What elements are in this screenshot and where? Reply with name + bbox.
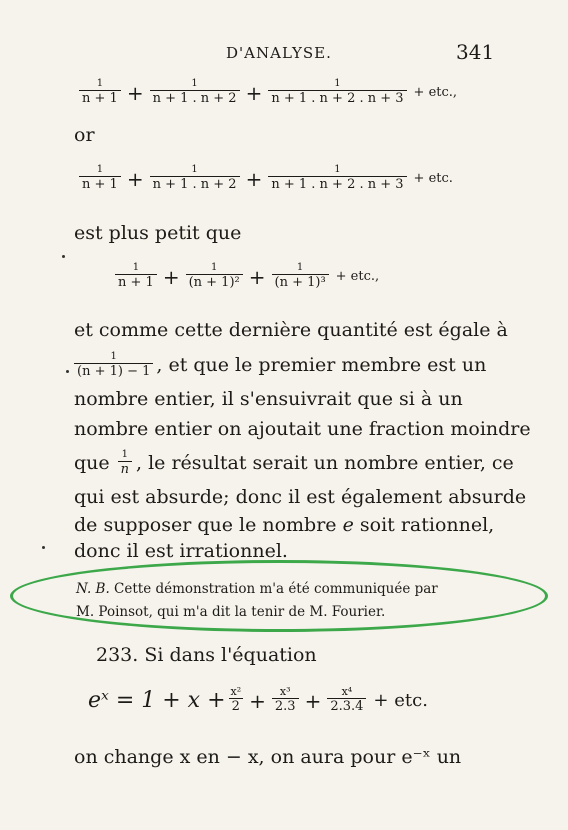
fraction: $\frac{1}{n + 1 . n + 2}$	[150, 78, 240, 107]
para-line-6: qui est absurde; donc il est également absurde	[74, 486, 527, 508]
series-line-3: $\frac{1}{n + 1}$ + $\frac{1}{\text{(n + 1)²}}$ + $\frac{1}{\text{(n + 1)³}}$ + etc.,	[112, 262, 552, 291]
print-speck	[62, 255, 65, 258]
page-header	[0, 40, 568, 68]
footnote-line-1: N. B. Cette démonstration m'a été communiquée par	[76, 581, 438, 597]
para-line-5: que $\frac{1}{n}$ , le résultat serait un nombre entier, ce	[74, 448, 514, 477]
series-line-2: $\frac{1}{n + 1}$ + $\frac{1}{n + 1 . n + 2}$ + $\frac{1}{n + 1 . n + 2 . n + 3}$ + etc.	[76, 164, 516, 193]
fraction: $\frac{1}{n}$	[118, 449, 132, 478]
etc-label: + etc.	[413, 171, 453, 186]
print-speck	[66, 370, 69, 373]
para-line-2: $\frac{1}{(n + 1) - 1}$ , et que le premier membre est un	[74, 350, 504, 380]
text-plus-petit: est plus petit que	[74, 222, 242, 244]
fraction: $\frac{\text{x²}}{2}$	[230, 685, 242, 714]
fraction: $\frac{1}{\text{(n + 1)²}}$	[186, 262, 243, 291]
para-line-8: donc il est irrationnel.	[74, 540, 288, 562]
running-title: D'ANALYSE.	[226, 44, 332, 62]
footnote-line-2: M. Poinsot, qui m'a dit la tenir de M. Fourier.	[76, 604, 386, 620]
fraction: $\frac{1}{n + 1}$	[79, 164, 121, 193]
word-or: or	[74, 124, 95, 146]
para-line-1: et comme cette dernière quantité est égale à	[74, 319, 508, 341]
page-number: 341	[456, 40, 495, 64]
print-speck	[42, 546, 45, 549]
para-line-7: de supposer que le nombre e soit rationnel,	[74, 514, 495, 536]
last-line: on change x en − x, on aura pour e⁻ˣ un	[74, 746, 462, 768]
fraction: $\frac{1}{n + 1}$	[115, 262, 157, 291]
para-line-3: nombre entier, il s'ensuivrait que si à un	[74, 388, 463, 410]
fraction: $\frac{1}{n + 1 . n + 2 . n + 3}$	[268, 164, 406, 193]
etc-label: + etc.,	[413, 85, 458, 100]
fraction: $\frac{1}{n + 1 . n + 2 . n + 3}$	[268, 78, 406, 107]
section-heading: 233. Si dans l'équation	[96, 644, 317, 666]
etc-label: + etc.,	[335, 269, 380, 284]
para-line-4: nombre entier on ajoutait une fraction moindre	[74, 418, 531, 440]
fraction: $\frac{1}{(n + 1) - 1}$	[74, 351, 153, 380]
fraction: $\frac{\text{x³}}{2.3}$	[272, 686, 299, 715]
series-line-1: $\frac{1}{n + 1}$ + $\frac{1}{n + 1 . n + 2}$ + $\frac{1}{n + 1 . n + 2 . n + 3}$ + etc.,	[76, 78, 516, 107]
fraction: $\frac{\text{x⁴}}{2.3.4}$	[327, 686, 366, 715]
footnote	[76, 578, 500, 624]
fraction: $\frac{1}{n + 1 . n + 2}$	[150, 164, 240, 193]
fraction: $\frac{1}{\text{(n + 1)³}}$	[272, 262, 329, 291]
etc-label: + etc.	[373, 690, 428, 711]
exponential-series-equation: eˣ = 1 + x + $\frac{\text{x²}}{2}$ + $\frac{\text{x³}}{2.3}$ + $\frac{\text{x⁴}}{2.3.4}$ + etc.	[88, 685, 428, 714]
fraction: $\frac{1}{n + 1}$	[79, 78, 121, 107]
